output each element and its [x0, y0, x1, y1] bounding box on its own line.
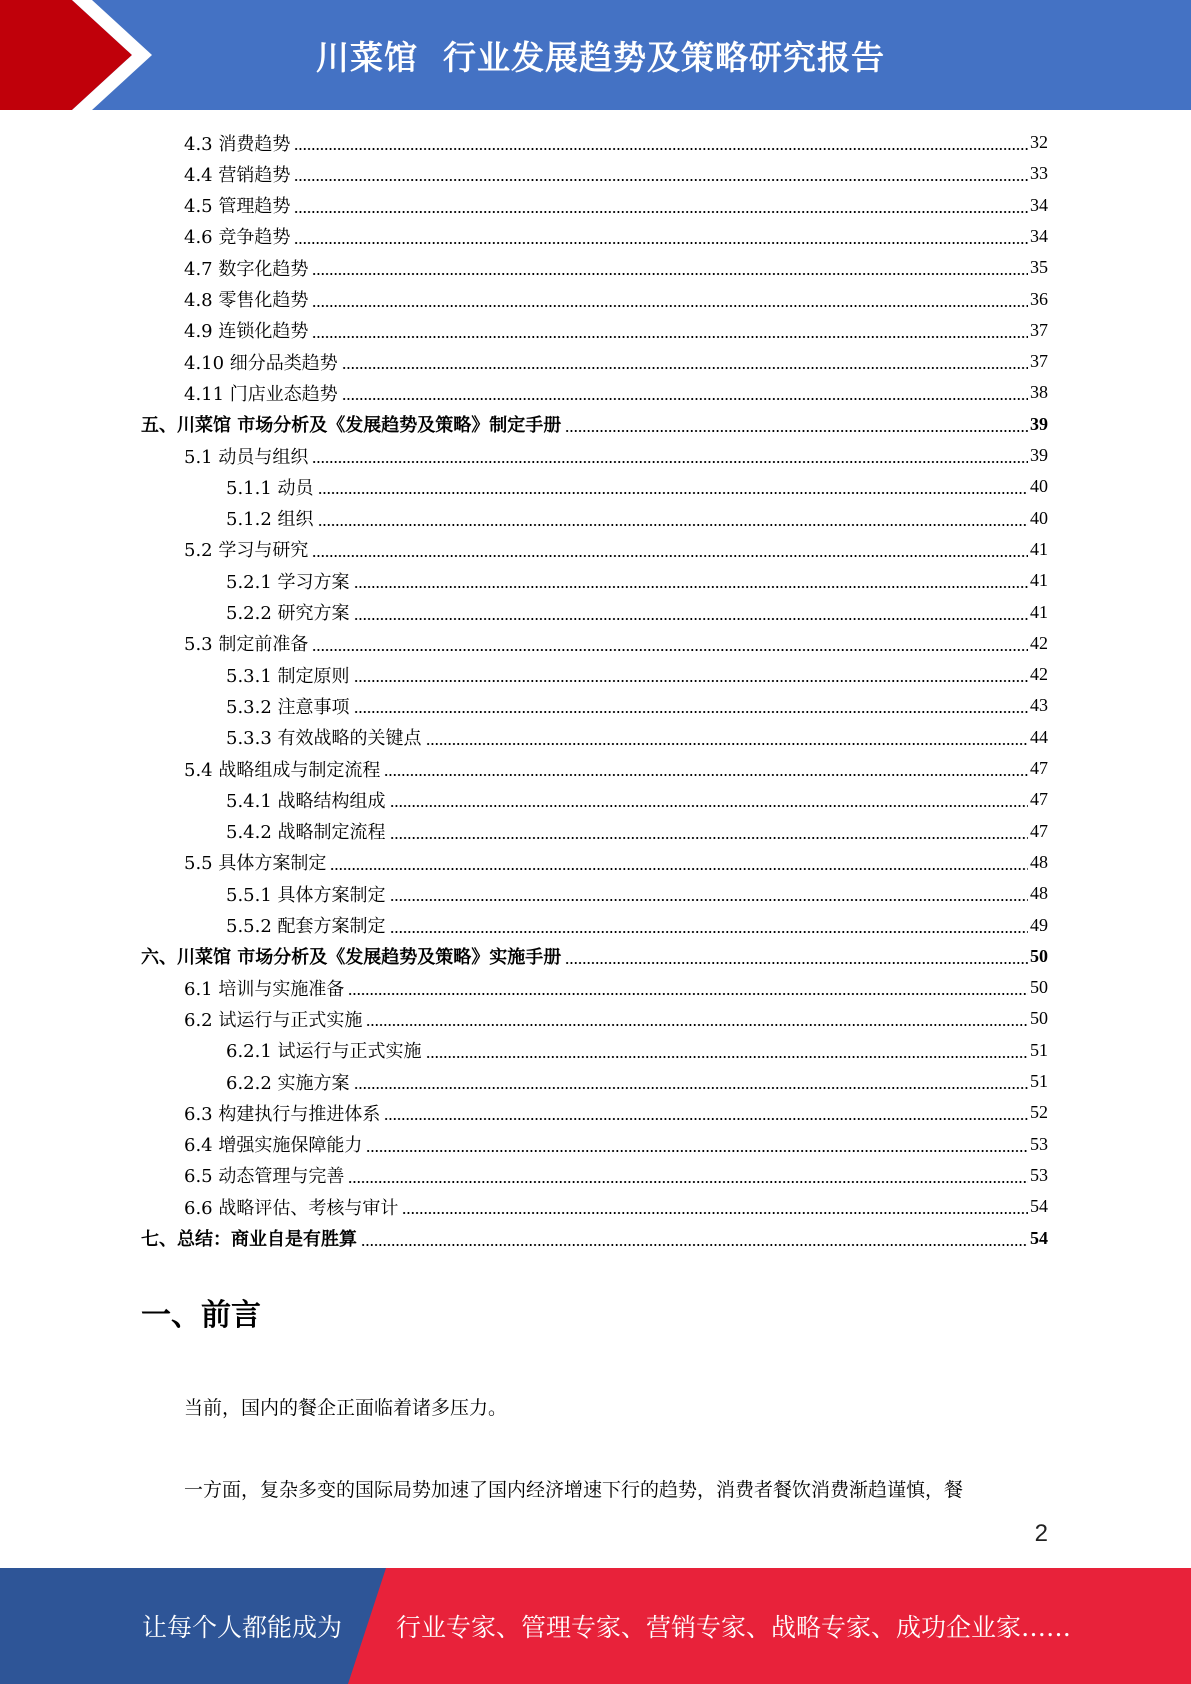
toc-entry[interactable] — [226, 659, 1048, 690]
toc-entry-title: 5.4 战略组成与制定流程 — [184, 759, 381, 781]
footer-banner — [0, 1568, 1191, 1684]
toc-entry-page: 42 — [1030, 632, 1048, 653]
toc-dot-leader — [312, 555, 1028, 557]
toc-entry-page: 40 — [1030, 507, 1048, 528]
toc-entry[interactable] — [141, 941, 1048, 972]
toc-dot-leader — [390, 931, 1028, 933]
toc-entry-title: 5.5 具体方案制定 — [184, 853, 327, 875]
toc-entry-title: 5.1.2 组织 — [226, 509, 314, 531]
toc-dot-leader — [565, 962, 1028, 964]
toc-entry[interactable] — [184, 346, 1048, 377]
toc-entry[interactable] — [184, 1129, 1048, 1160]
toc-dot-leader — [390, 805, 1028, 807]
toc-entry-page: 34 — [1030, 194, 1048, 215]
toc-entry[interactable] — [226, 503, 1048, 534]
toc-entry-title: 5.3.1 制定原则 — [226, 665, 350, 687]
toc-entry-page: 41 — [1030, 538, 1048, 559]
toc-entry-title: 6.1 培训与实施准备 — [184, 978, 345, 1000]
toc-entry[interactable] — [184, 284, 1048, 315]
toc-entry-page: 49 — [1030, 914, 1048, 935]
toc-entry[interactable] — [184, 753, 1048, 784]
toc-entry-title: 4.9 连锁化趋势 — [184, 321, 309, 343]
toc-dot-leader — [318, 524, 1028, 526]
section-heading: 一、前言 — [141, 1298, 261, 1333]
toc-entry-title: 5.1.1 动员 — [226, 477, 314, 499]
toc-entry-page: 50 — [1030, 945, 1048, 966]
toc-dot-leader — [312, 461, 1028, 463]
toc-entry-title: 4.5 管理趋势 — [184, 196, 291, 218]
toc-dot-leader — [565, 430, 1028, 432]
toc-entry[interactable] — [184, 1191, 1048, 1222]
toc-entry-title: 5.2 学习与研究 — [184, 540, 309, 562]
report-title: 川菜馆 行业发展趋势及策略研究报告 — [316, 37, 885, 77]
toc-entry[interactable] — [184, 252, 1048, 283]
toc-entry-page: 34 — [1030, 225, 1048, 246]
toc-dot-leader — [366, 1150, 1028, 1152]
toc-dot-leader — [342, 367, 1028, 369]
toc-entry[interactable] — [226, 784, 1048, 815]
toc-dot-leader — [354, 586, 1028, 588]
toc-entry[interactable] — [184, 534, 1048, 565]
toc-entry-page: 47 — [1030, 758, 1048, 778]
toc-dot-leader — [294, 179, 1028, 181]
toc-entry[interactable] — [226, 878, 1048, 909]
toc-entry-title: 五、川菜馆 市场分析及《发展趋势及策略》制定手册 — [141, 415, 562, 437]
toc-entry-page: 50 — [1030, 1008, 1048, 1029]
toc-entry-title: 5.3.2 注意事项 — [226, 696, 350, 718]
toc-entry-title: 5.4.2 战略制定流程 — [226, 822, 386, 844]
toc-entry-title: 5.2.2 研究方案 — [226, 603, 350, 624]
toc-entry[interactable] — [184, 847, 1048, 878]
toc-entry-page: 44 — [1030, 726, 1048, 747]
toc-entry-title: 5.4.1 战略结构组成 — [226, 790, 386, 812]
toc-entry[interactable] — [184, 1097, 1048, 1128]
toc-entry-title: 4.11 门店业态趋势 — [184, 383, 338, 405]
toc-entry[interactable] — [184, 221, 1048, 252]
toc-dot-leader — [426, 1056, 1028, 1058]
toc-entry-title: 七、总结：商业自是有胜算 — [141, 1229, 357, 1250]
toc-entry[interactable] — [226, 597, 1048, 628]
toc-entry-page: 39 — [1030, 413, 1048, 434]
toc-dot-leader — [312, 273, 1028, 275]
toc-dot-leader — [342, 398, 1028, 400]
toc-dot-leader — [384, 774, 1028, 776]
toc-entry-page: 53 — [1030, 1133, 1048, 1154]
toc-dot-leader — [426, 743, 1028, 745]
toc-entry-title: 5.5.2 配套方案制定 — [226, 916, 386, 937]
toc-entry-page: 47 — [1030, 820, 1048, 841]
toc-entry[interactable] — [184, 972, 1048, 1003]
toc-entry-page: 51 — [1030, 1071, 1048, 1091]
toc-entry[interactable] — [226, 910, 1048, 941]
toc-entry-title: 6.5 动态管理与完善 — [184, 1166, 345, 1188]
toc-entry-page: 54 — [1030, 1227, 1048, 1248]
toc-dot-leader — [318, 492, 1028, 494]
toc-entry[interactable] — [141, 409, 1048, 440]
toc-dot-leader — [312, 305, 1028, 307]
toc-entry[interactable] — [184, 440, 1048, 471]
toc-dot-leader — [361, 1244, 1028, 1246]
toc-dot-leader — [294, 211, 1028, 213]
toc-entry-title: 4.6 竞争趋势 — [184, 227, 291, 249]
toc-dot-leader — [390, 899, 1028, 901]
toc-entry-page: 42 — [1030, 664, 1048, 685]
toc-entry-page: 40 — [1030, 476, 1048, 497]
toc-entry-title: 6.2.2 实施方案 — [226, 1072, 350, 1094]
toc-entry-title: 4.10 细分品类趋势 — [184, 352, 338, 374]
toc-entry-title: 4.3 消费趋势 — [184, 133, 291, 155]
toc-entry[interactable] — [226, 722, 1048, 753]
toc-entry-title: 5.3.3 有效战略的关键点 — [226, 728, 422, 750]
toc-entry[interactable] — [184, 190, 1048, 221]
page-number: 2 — [1034, 1520, 1048, 1547]
footer-slogan-left: 让每个人都能成为 — [142, 1613, 343, 1642]
toc-dot-leader — [384, 1118, 1028, 1120]
toc-entry-page: 37 — [1030, 319, 1048, 340]
toc-entry-title: 6.6 战略评估、考核与审计 — [184, 1197, 399, 1219]
toc-entry-page: 48 — [1030, 883, 1048, 904]
toc-entry[interactable] — [226, 816, 1048, 847]
toc-entry-page: 41 — [1030, 601, 1048, 622]
toc-entry[interactable] — [226, 1035, 1048, 1066]
toc-entry-page: 41 — [1030, 570, 1048, 591]
toc-entry-page: 54 — [1030, 1196, 1048, 1217]
body-paragraph: 当前，国内的餐企正面临着诸多压力。 — [184, 1397, 508, 1419]
toc-entry-title: 4.4 营销趋势 — [184, 164, 291, 186]
toc-entry-page: 36 — [1030, 288, 1048, 309]
toc-dot-leader — [354, 1087, 1028, 1089]
header-banner — [0, 0, 1191, 110]
toc-entry-page: 50 — [1030, 977, 1048, 998]
toc-entry[interactable] — [226, 565, 1048, 596]
toc-entry[interactable] — [226, 471, 1048, 502]
toc-dot-leader — [402, 1212, 1028, 1214]
toc-entry-title: 4.8 零售化趋势 — [184, 290, 309, 311]
toc-entry-page: 32 — [1030, 132, 1048, 152]
toc-dot-leader — [348, 993, 1028, 995]
toc-entry[interactable] — [184, 377, 1048, 408]
toc-dot-leader — [330, 868, 1028, 870]
toc-entry-page: 33 — [1030, 163, 1048, 184]
toc-entry[interactable] — [226, 1066, 1048, 1097]
toc-dot-leader — [348, 1181, 1028, 1183]
toc-dot-leader — [294, 242, 1028, 244]
toc-dot-leader — [312, 649, 1028, 651]
toc-entry-title: 6.4 增强实施保障能力 — [184, 1135, 363, 1157]
toc-entry-page: 48 — [1030, 851, 1048, 872]
toc-entry[interactable] — [184, 315, 1048, 346]
toc-entry-title: 6.3 构建执行与推进体系 — [184, 1103, 381, 1125]
toc-entry-page: 51 — [1030, 1039, 1048, 1060]
toc-entry[interactable] — [226, 690, 1048, 721]
toc-dot-leader — [294, 148, 1028, 150]
toc-dot-leader — [354, 680, 1028, 682]
toc-dot-leader — [390, 837, 1028, 839]
toc-entry[interactable] — [141, 1223, 1048, 1254]
toc-entry-page: 43 — [1030, 695, 1048, 716]
footer-slogan-right: 行业专家、管理专家、营销专家、战略专家、成功企业家…… — [396, 1613, 1072, 1642]
toc-entry-page: 38 — [1030, 382, 1048, 403]
toc-entry-title: 5.2.1 学习方案 — [226, 571, 350, 593]
toc-entry-page: 37 — [1030, 351, 1048, 372]
toc-entry-title: 4.7 数字化趋势 — [184, 258, 309, 280]
toc-entry-page: 35 — [1030, 257, 1048, 278]
toc-entry-page: 53 — [1030, 1164, 1048, 1185]
toc-entry-title: 5.5.1 具体方案制定 — [226, 884, 386, 906]
toc-entry-title: 5.3 制定前准备 — [184, 634, 309, 656]
toc-entry-title: 6.2.1 试运行与正式实施 — [226, 1041, 422, 1063]
toc-entry[interactable] — [184, 1160, 1048, 1191]
toc-dot-leader — [354, 618, 1028, 620]
toc-entry[interactable] — [184, 1003, 1048, 1034]
toc-entry-page: 52 — [1030, 1102, 1048, 1123]
toc-entry-title: 5.1 动员与组织 — [184, 446, 309, 468]
toc-entry[interactable] — [184, 628, 1048, 659]
toc-entry-title: 6.2 试运行与正式实施 — [184, 1009, 363, 1031]
toc-entry[interactable] — [184, 127, 1048, 158]
toc-entry-title: 六、川菜馆 市场分析及《发展趋势及策略》实施手册 — [141, 947, 562, 969]
toc-dot-leader — [366, 1024, 1028, 1026]
toc-dot-leader — [312, 336, 1028, 338]
body-paragraph: 一方面，复杂多变的国际局势加速了国内经济增速下行的趋势，消费者餐饮消费渐趋谨慎，餐 — [184, 1479, 964, 1501]
toc-dot-leader — [354, 711, 1028, 713]
toc-entry-page: 39 — [1030, 445, 1048, 465]
toc-entry[interactable] — [184, 158, 1048, 189]
toc-entry-page: 47 — [1030, 789, 1048, 810]
